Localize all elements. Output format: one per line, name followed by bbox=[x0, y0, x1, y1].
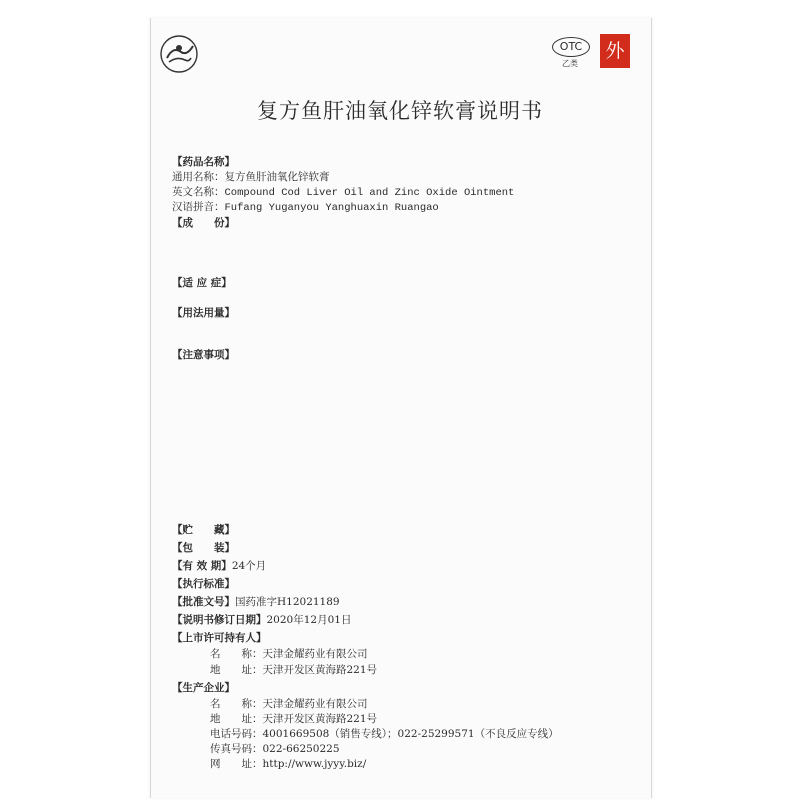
pinyin-name: 汉语拼音：Fufang Yuganyou Yanghuaxin Ruangao bbox=[172, 201, 439, 214]
storage-heading: 【贮 藏】 bbox=[172, 524, 235, 536]
manufacturer-phone: 电话号码：4001669508（销售专线）；022-25299571（不良反应专线） bbox=[210, 728, 559, 740]
manufacturer-fax: 传真号码：022-66250225 bbox=[210, 743, 340, 755]
manufacturer-heading: 【生产企业】 bbox=[172, 682, 235, 694]
revision-date: 【说明书修订日期】2020年12月01日 bbox=[172, 614, 352, 626]
manufacturer-name: 名 称：天津金耀药业有限公司 bbox=[210, 698, 368, 710]
composition-heading: 【成 份】 bbox=[172, 217, 235, 229]
otc-class-label: 乙类 bbox=[562, 59, 578, 68]
holder-address: 地 址：天津开发区黄海路221号 bbox=[210, 664, 378, 676]
manufacturer-address: 地 址：天津开发区黄海路221号 bbox=[210, 713, 378, 725]
indications-heading: 【适 应 症】 bbox=[172, 277, 232, 289]
standard-heading: 【执行标准】 bbox=[172, 578, 235, 590]
brand-logo bbox=[157, 28, 201, 76]
drug-name-heading: 【药品名称】 bbox=[172, 156, 235, 168]
holder-name: 名 称：天津金耀药业有限公司 bbox=[210, 648, 368, 660]
dosage-heading: 【用法用量】 bbox=[172, 307, 235, 319]
external-use-badge: 外 bbox=[600, 34, 630, 68]
holder-heading: 【上市许可持有人】 bbox=[172, 632, 267, 644]
document-title: 复方鱼肝油氧化锌软膏说明书 bbox=[257, 99, 543, 123]
generic-name: 通用名称：复方鱼肝油氧化锌软膏 bbox=[172, 171, 330, 183]
approval-number: 【批准文号】国药准字H12021189 bbox=[172, 596, 340, 608]
otc-badge: OTC bbox=[552, 37, 590, 57]
validity: 【有 效 期】24个月 bbox=[172, 560, 267, 572]
precautions-heading: 【注意事项】 bbox=[172, 349, 235, 361]
manufacturer-website: 网 址：http://www.jyyy.biz/ bbox=[210, 758, 367, 770]
package-heading: 【包 装】 bbox=[172, 542, 235, 554]
english-name: 英文名称：Compound Cod Liver Oil and Zinc Oxide Ointment bbox=[172, 186, 515, 199]
